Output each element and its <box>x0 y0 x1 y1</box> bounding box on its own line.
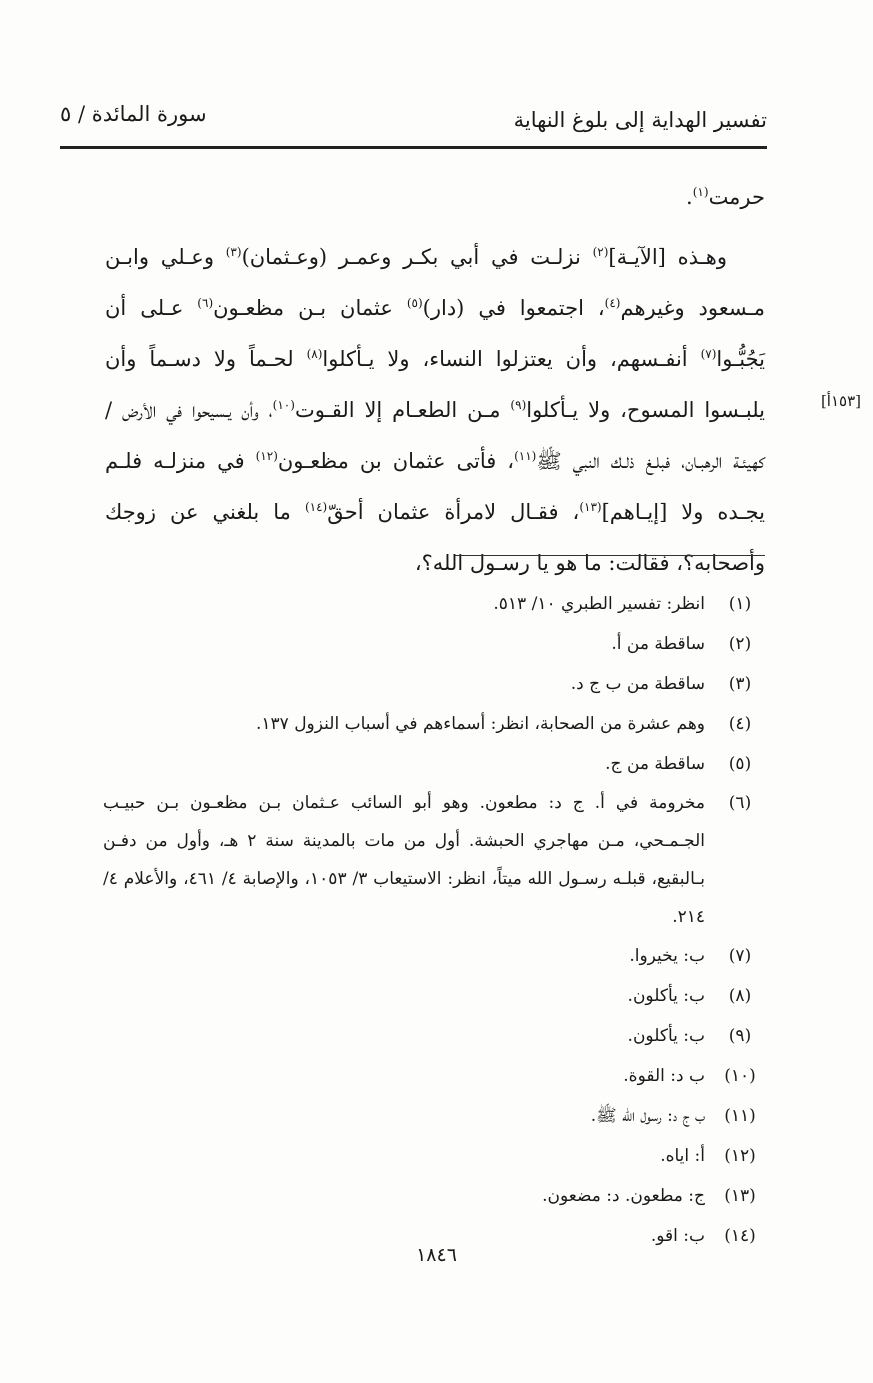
footnote-ref-9: (٩) <box>510 398 527 412</box>
footnote-ref-11: (١١) <box>514 449 537 463</box>
footnote-number: (٣) <box>728 674 752 694</box>
text-segment: عـلى أن يَجُبُّـوا <box>105 296 765 371</box>
text-segment: لحـماً ولا دسـماً وأن يلبـسوا المسوح، ولا يـأكلوا <box>105 347 766 422</box>
footnote-ref-8: (٨) <box>306 347 323 361</box>
text-segment: عثمان بـن مظعـون <box>213 296 407 320</box>
footnote-number: (٧) <box>728 946 752 966</box>
footnote-text: ساقطة من أ. <box>611 634 705 654</box>
text-segment: ، اجتمعوا في (دار) <box>422 296 605 320</box>
footnotes <box>103 584 765 1256</box>
footnote-number: (٤) <box>728 714 752 734</box>
footnote-ref-6: (٦) <box>197 296 214 310</box>
footnote-number: (١٣) <box>724 1186 756 1206</box>
header-divider <box>60 146 767 149</box>
footnote-text: أ: اياه. <box>660 1146 705 1166</box>
footnote-number: (١) <box>728 594 752 614</box>
footnote-number: (٩) <box>728 1026 752 1046</box>
footnote-number: (١٢) <box>724 1146 756 1166</box>
footnote-ref-2: (٢) <box>592 245 609 259</box>
text-segment: ، وأن يـسيحوا في الأرض / كهيئـة الرهبـان، فبلـغ ذلـك النبي ﷺ <box>105 398 765 473</box>
footnote-text: ب د: القوة. <box>623 1066 705 1086</box>
footnote-number: (٥) <box>728 754 752 774</box>
footnote-ref-12: (١٢) <box>255 449 278 463</box>
footnote-text: ب ج د: رسول الله ﷺ. <box>590 1106 705 1126</box>
text-segment: وعـلي وابـن مـسعود وغيرهم <box>105 245 765 320</box>
footnote-10 <box>103 1056 765 1096</box>
footnote-9 <box>103 1016 765 1056</box>
footnote-ref-10: (١٠) <box>272 398 295 412</box>
footnote-text: ساقطة من ج. <box>605 754 705 774</box>
footnote-ref-13: (١٣) <box>579 500 602 514</box>
footnote-ref-5: (٥) <box>406 296 423 310</box>
footnote-8 <box>103 976 765 1016</box>
footnote-text: ب: يأكلون. <box>627 1026 705 1046</box>
footnote-number: (١١) <box>724 1106 756 1126</box>
footnote-ref-4: (٤) <box>604 296 621 310</box>
footnote-divider <box>455 555 765 556</box>
footnote-4 <box>103 704 765 744</box>
text-segment: في منزلـه فلـم يجـده ولا [إيـاهم] <box>105 449 765 524</box>
page-number: ١٨٤٦ <box>416 1244 457 1266</box>
footnote-text: ب: يأكلون. <box>627 986 705 1006</box>
footnote-11 <box>103 1096 765 1136</box>
book-title: تفسير الهداية إلى بلوغ النهاية <box>513 108 767 132</box>
footnote-ref-14: (١٤) <box>304 500 328 514</box>
main-text <box>105 172 765 589</box>
footnote-text: مخرومة في أ. ج د: مطعون. وهو أبو السائب عـثمان بـن مظعـون بـن حبيـب الجـمـحي، مـن مهاجري الحبشة. أول من مات بالمدينة سنة ٢ هـ، وأول من دفـن بـالبقيع، قبلـه رسـول الله ميتاً، انظر: الاستيعاب ٣/ ١٠٥٣، والإصابة ٤/ ٤٦١، والأعلام ٤/ ٢١٤. <box>103 793 706 927</box>
footnote-number: (٦) <box>728 793 752 813</box>
footnote-text: ج: مطعون. د: مضعون. <box>542 1186 705 1206</box>
footnote-text: ساقطة من ب ج د. <box>570 674 705 694</box>
footnote-number: (٢) <box>728 634 752 654</box>
footnote-text: وهم عشرة من الصحابة، انظر: أسماءهم في أسباب النزول ١٣٧. <box>255 714 705 734</box>
footnote-number: (٨) <box>728 986 752 1006</box>
footnote-number: (١٤) <box>724 1226 756 1246</box>
footnote-number: (١٠) <box>724 1066 756 1086</box>
footnote-3 <box>103 664 765 704</box>
paragraph-1-end: . <box>686 185 693 209</box>
manuscript-folio-marker: [١٥٣أ] <box>820 392 861 410</box>
footnote-5 <box>103 744 765 784</box>
footnote-ref-1: (١) <box>692 185 709 199</box>
footnote-text: ب: يخيروا. <box>629 946 705 966</box>
paragraph-1 <box>105 172 765 223</box>
paragraph-2 <box>105 232 765 589</box>
text-segment: نزلـت في أبي بكـر وعمـر (وعـثمان) <box>241 245 593 269</box>
running-header <box>60 98 767 142</box>
text-segment: ما بلغني عن زوجك وأصحابه؟، فقالت: ما هو يا رسـول الله؟، <box>105 500 765 575</box>
footnote-text: ب: اقو. <box>650 1226 705 1246</box>
footnote-12 <box>103 1136 765 1176</box>
text-segment: مـن الطعـام إلا القـوت <box>294 398 511 422</box>
text-segment: ، فقـال لامرأة عثمان أحقّ <box>327 500 580 524</box>
footnote-1 <box>103 584 765 624</box>
text-segment: ، فأتى عثمان بن مظعـون <box>277 449 515 473</box>
footnote-6 <box>103 784 765 936</box>
footnote-2 <box>103 624 765 664</box>
text-segment: وهـذه [الآيـة] <box>608 245 727 269</box>
paragraph-1-text: حرمت <box>708 185 765 209</box>
footnote-ref-7: (٧) <box>700 347 717 361</box>
footnote-7 <box>103 936 765 976</box>
surah-label: سورة المائدة / ٥ <box>60 102 207 126</box>
footnote-13 <box>103 1176 765 1216</box>
text-segment: أنفـسهم، وأن يعتزلوا النساء، ولا يـأكلوا <box>322 347 701 371</box>
footnote-text: انظر: تفسير الطبري ١٠/ ٥١٣. <box>493 594 705 614</box>
footnote-ref-3: (٣) <box>225 245 242 259</box>
